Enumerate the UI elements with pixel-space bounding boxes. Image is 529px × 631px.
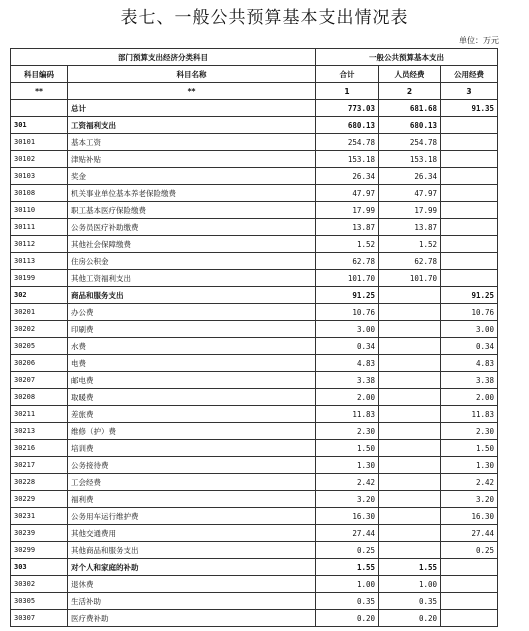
cell-public: 3.00 [441, 321, 498, 338]
table-row [11, 440, 498, 457]
header-personnel: 人员经费 [379, 66, 441, 83]
table-row [11, 168, 498, 185]
cell-public: 10.76 [441, 304, 498, 321]
cell-public: 2.30 [441, 423, 498, 440]
header-total: 合计 [316, 66, 379, 83]
table-row [11, 151, 498, 168]
cell-code: 30305 [11, 593, 68, 610]
table-row [11, 270, 498, 287]
cell-name: 医疗费补助 [68, 610, 316, 627]
cell-code: 30211 [11, 406, 68, 423]
cell-personnel [379, 491, 441, 508]
cell-public: 0.34 [441, 338, 498, 355]
cell-total: 680.13 [316, 117, 379, 134]
table-row [11, 474, 498, 491]
cell-public [441, 134, 498, 151]
cell-name: 生活补助 [68, 593, 316, 610]
cell-name: 津贴补贴 [68, 151, 316, 168]
table-row [11, 304, 498, 321]
cell-total: 2.30 [316, 423, 379, 440]
cell-name: 工会经费 [68, 474, 316, 491]
cell-public [441, 559, 498, 576]
cell-code: 30202 [11, 321, 68, 338]
cell-personnel: 17.99 [379, 202, 441, 219]
index-name: ** [68, 83, 316, 100]
index-personnel: 2 [379, 83, 441, 100]
cell-code: 30103 [11, 168, 68, 185]
table-row [11, 236, 498, 253]
cell-code: 30110 [11, 202, 68, 219]
cell-total: 1.00 [316, 576, 379, 593]
cell-personnel [379, 542, 441, 559]
table-row [11, 542, 498, 559]
cell-personnel: 153.18 [379, 151, 441, 168]
cell-name: 其他工资福利支出 [68, 270, 316, 287]
cell-personnel: 1.52 [379, 236, 441, 253]
table-row [11, 202, 498, 219]
cell-code: 30206 [11, 355, 68, 372]
cell-code: 30207 [11, 372, 68, 389]
cell-personnel [379, 304, 441, 321]
cell-code: 30113 [11, 253, 68, 270]
cell-personnel [379, 389, 441, 406]
table-row [11, 423, 498, 440]
table-index-row [11, 83, 498, 100]
cell-public [441, 253, 498, 270]
cell-public: 1.50 [441, 440, 498, 457]
cell-name: 邮电费 [68, 372, 316, 389]
cell-total: 4.83 [316, 355, 379, 372]
cell-personnel: 1.55 [379, 559, 441, 576]
cell-code: 30216 [11, 440, 68, 457]
total-row [11, 100, 498, 117]
cell-public [441, 593, 498, 610]
cell-personnel: 681.68 [379, 100, 441, 117]
cell-public: 27.44 [441, 525, 498, 542]
table-row [11, 134, 498, 151]
cell-public: 11.83 [441, 406, 498, 423]
cell-total: 153.18 [316, 151, 379, 168]
table-row [11, 610, 498, 627]
cell-code [11, 100, 68, 117]
cell-code: 301 [11, 117, 68, 134]
cell-total: 3.20 [316, 491, 379, 508]
cell-public: 1.30 [441, 457, 498, 474]
cell-name: 差旅费 [68, 406, 316, 423]
cell-personnel [379, 338, 441, 355]
cell-total: 773.03 [316, 100, 379, 117]
cell-name: 其他社会保障缴费 [68, 236, 316, 253]
cell-name: 机关事业单位基本养老保险缴费 [68, 185, 316, 202]
cell-name: 其他交通费用 [68, 525, 316, 542]
cell-code: 30112 [11, 236, 68, 253]
cell-total: 13.87 [316, 219, 379, 236]
cell-total: 0.20 [316, 610, 379, 627]
cell-total: 254.78 [316, 134, 379, 151]
cell-name: 奖金 [68, 168, 316, 185]
cell-personnel: 0.20 [379, 610, 441, 627]
cell-total: 0.34 [316, 338, 379, 355]
cell-personnel: 101.70 [379, 270, 441, 287]
unit-label: 单位：万元 [459, 36, 499, 45]
cell-total: 3.00 [316, 321, 379, 338]
cell-total: 2.42 [316, 474, 379, 491]
cell-public [441, 202, 498, 219]
cell-code: 30108 [11, 185, 68, 202]
cell-public [441, 117, 498, 134]
cell-total: 3.38 [316, 372, 379, 389]
cell-public [441, 168, 498, 185]
cell-public: 0.25 [441, 542, 498, 559]
cell-public [441, 610, 498, 627]
cell-personnel [379, 474, 441, 491]
cell-public [441, 236, 498, 253]
cell-total: 26.34 [316, 168, 379, 185]
cell-code: 30201 [11, 304, 68, 321]
cell-public: 2.00 [441, 389, 498, 406]
category-row [11, 287, 498, 304]
cell-personnel: 0.35 [379, 593, 441, 610]
cell-personnel [379, 355, 441, 372]
cell-name: 公务用车运行维护费 [68, 508, 316, 525]
cell-total: 0.25 [316, 542, 379, 559]
table-row [11, 338, 498, 355]
cell-name: 住房公积金 [68, 253, 316, 270]
cell-total: 1.50 [316, 440, 379, 457]
cell-public [441, 185, 498, 202]
table-row [11, 508, 498, 525]
cell-code: 303 [11, 559, 68, 576]
cell-public: 3.20 [441, 491, 498, 508]
cell-name: 取暖费 [68, 389, 316, 406]
cell-personnel [379, 372, 441, 389]
table-row [11, 355, 498, 372]
cell-name: 职工基本医疗保险缴费 [68, 202, 316, 219]
cell-name: 公务接待费 [68, 457, 316, 474]
cell-personnel [379, 457, 441, 474]
cell-total: 16.30 [316, 508, 379, 525]
table-row [11, 576, 498, 593]
cell-personnel [379, 440, 441, 457]
cell-total: 1.55 [316, 559, 379, 576]
page-title: 表七、一般公共预算基本支出情况表 [120, 8, 409, 28]
cell-code: 30229 [11, 491, 68, 508]
cell-personnel [379, 321, 441, 338]
cell-personnel: 47.97 [379, 185, 441, 202]
cell-code: 30228 [11, 474, 68, 491]
index-code: ** [11, 83, 68, 100]
cell-personnel [379, 508, 441, 525]
cell-name: 福利费 [68, 491, 316, 508]
cell-code: 30208 [11, 389, 68, 406]
cell-code: 30101 [11, 134, 68, 151]
cell-code: 30307 [11, 610, 68, 627]
cell-total: 62.78 [316, 253, 379, 270]
cell-personnel: 26.34 [379, 168, 441, 185]
table-group-header-row [11, 49, 498, 66]
cell-name: 工资福利支出 [68, 117, 316, 134]
cell-personnel: 680.13 [379, 117, 441, 134]
cell-total: 1.30 [316, 457, 379, 474]
header-code: 科目编码 [11, 66, 68, 83]
cell-personnel [379, 406, 441, 423]
cell-public [441, 576, 498, 593]
cell-public [441, 219, 498, 236]
table-body [11, 100, 498, 627]
header-public: 公用经费 [441, 66, 498, 83]
cell-personnel [379, 423, 441, 440]
cell-code: 30231 [11, 508, 68, 525]
cell-total: 101.70 [316, 270, 379, 287]
cell-total: 11.83 [316, 406, 379, 423]
cell-code: 30299 [11, 542, 68, 559]
cell-name: 基本工资 [68, 134, 316, 151]
budget-table [10, 48, 498, 627]
cell-personnel [379, 525, 441, 542]
cell-total: 17.99 [316, 202, 379, 219]
cell-name: 培训费 [68, 440, 316, 457]
cell-name: 印刷费 [68, 321, 316, 338]
cell-public [441, 270, 498, 287]
table-row [11, 321, 498, 338]
table-row [11, 406, 498, 423]
cell-name: 商品和服务支出 [68, 287, 316, 304]
cell-public: 91.35 [441, 100, 498, 117]
table-row [11, 593, 498, 610]
cell-code: 30239 [11, 525, 68, 542]
cell-total: 10.76 [316, 304, 379, 321]
cell-name: 总计 [68, 100, 316, 117]
cell-code: 30217 [11, 457, 68, 474]
cell-total: 47.97 [316, 185, 379, 202]
cell-name: 水费 [68, 338, 316, 355]
table-row [11, 219, 498, 236]
cell-name: 电费 [68, 355, 316, 372]
cell-personnel: 62.78 [379, 253, 441, 270]
cell-public: 3.38 [441, 372, 498, 389]
cell-name: 公务员医疗补助缴费 [68, 219, 316, 236]
cell-public: 16.30 [441, 508, 498, 525]
category-row [11, 559, 498, 576]
cell-name: 对个人和家庭的补助 [68, 559, 316, 576]
cell-total: 91.25 [316, 287, 379, 304]
cell-code: 30302 [11, 576, 68, 593]
cell-code: 302 [11, 287, 68, 304]
cell-public: 91.25 [441, 287, 498, 304]
header-group-right: 一般公共预算基本支出 [316, 49, 498, 66]
table-row [11, 491, 498, 508]
category-row [11, 117, 498, 134]
header-group-left: 部门预算支出经济分类科目 [11, 49, 316, 66]
table-row [11, 389, 498, 406]
cell-total: 0.35 [316, 593, 379, 610]
cell-name: 退休费 [68, 576, 316, 593]
table-row [11, 372, 498, 389]
cell-name: 办公费 [68, 304, 316, 321]
cell-personnel: 1.00 [379, 576, 441, 593]
cell-public: 2.42 [441, 474, 498, 491]
cell-code: 30205 [11, 338, 68, 355]
table-row [11, 253, 498, 270]
cell-personnel [379, 287, 441, 304]
table-row [11, 457, 498, 474]
cell-total: 27.44 [316, 525, 379, 542]
cell-personnel: 254.78 [379, 134, 441, 151]
table-column-header-row [11, 66, 498, 83]
cell-code: 30102 [11, 151, 68, 168]
cell-code: 30111 [11, 219, 68, 236]
cell-total: 1.52 [316, 236, 379, 253]
cell-total: 2.00 [316, 389, 379, 406]
header-name: 科目名称 [68, 66, 316, 83]
cell-public [441, 151, 498, 168]
cell-name: 维修（护）费 [68, 423, 316, 440]
table-row [11, 185, 498, 202]
index-total: 1 [316, 83, 379, 100]
cell-code: 30199 [11, 270, 68, 287]
cell-name: 其他商品和服务支出 [68, 542, 316, 559]
cell-code: 30213 [11, 423, 68, 440]
cell-personnel: 13.87 [379, 219, 441, 236]
table-row [11, 525, 498, 542]
cell-public: 4.83 [441, 355, 498, 372]
index-public: 3 [441, 83, 498, 100]
